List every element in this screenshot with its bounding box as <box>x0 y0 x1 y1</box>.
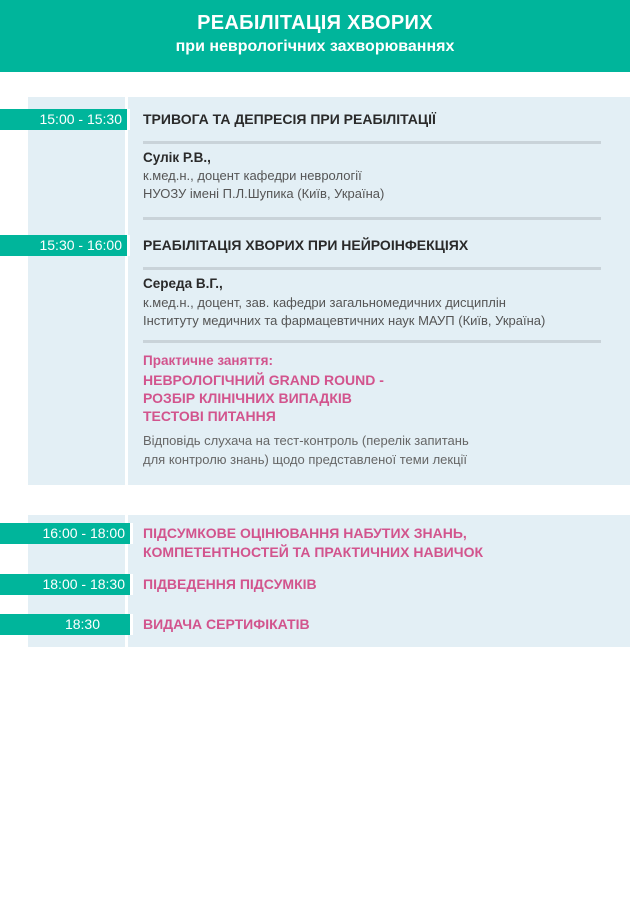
session1-time: 15:00 - 15:30 <box>0 109 127 130</box>
session5-time: 18:30 <box>0 614 130 635</box>
session2-time: 15:30 - 16:00 <box>0 235 127 256</box>
session5-title: ВИДАЧА СЕРТИФІКАТІВ <box>143 616 310 632</box>
session3-time: 16:00 - 18:00 <box>0 523 130 544</box>
time-column <box>28 97 128 485</box>
practice-title-1: НЕВРОЛОГІЧНИЙ GRAND ROUND - <box>143 372 384 388</box>
header-title: РЕАБІЛІТАЦІЯ ХВОРИХ <box>197 12 433 34</box>
session1-affiliation-1: к.мед.н., доцент кафедри неврології <box>143 168 362 183</box>
practice-label: Практичне заняття: <box>143 353 274 368</box>
session1-end-divider <box>143 217 601 220</box>
session2-affiliation-2: Інституту медичних та фармацевтичних наук МАУП (Київ, Україна) <box>143 313 546 328</box>
session2-practice-divider <box>143 340 601 343</box>
session3-title-2: КОМПЕТЕНТНОСТЕЙ ТА ПРАКТИЧНИХ НАВИЧОК <box>143 544 484 560</box>
program-header <box>0 0 630 72</box>
practice-title-3: ТЕСТОВІ ПИТАННЯ <box>143 408 276 424</box>
session4-title: ПІДВЕДЕННЯ ПІДСУМКІВ <box>143 576 317 592</box>
practice-title-2: РОЗБІР КЛІНІЧНИХ ВИПАДКІВ <box>143 390 352 406</box>
session2-title: РЕАБІЛІТАЦІЯ ХВОРИХ ПРИ НЕЙРОІНФЕКЦІЯХ <box>143 237 469 253</box>
session4-time: 18:00 - 18:30 <box>0 574 130 595</box>
session2-affiliation-1: к.мед.н., доцент, зав. кафедри загальномедичних дисциплін <box>143 295 506 310</box>
session3-title-1: ПІДСУМКОВЕ ОЦІНЮВАННЯ НАБУТИХ ЗНАНЬ, <box>143 525 467 541</box>
practice-desc-1: Відповідь слухача на тест-контроль (перелік запитань <box>143 433 469 448</box>
header-subtitle: при неврологічних захворюваннях <box>175 38 455 55</box>
session1-speaker: Сулік Р.В., <box>143 150 211 165</box>
session2-speaker: Середа В.Г., <box>143 276 223 291</box>
program-panel-main <box>28 97 630 485</box>
session2-divider <box>143 267 601 270</box>
session1-affiliation-2: НУОЗУ імені П.Л.Шупика (Київ, Україна) <box>143 186 385 201</box>
practice-desc-2: для контролю знань) щодо представленої теми лекції <box>143 452 468 467</box>
session1-divider <box>143 141 601 144</box>
session1-title: ТРИВОГА ТА ДЕПРЕСІЯ ПРИ РЕАБІЛІТАЦІЇ <box>143 111 436 127</box>
